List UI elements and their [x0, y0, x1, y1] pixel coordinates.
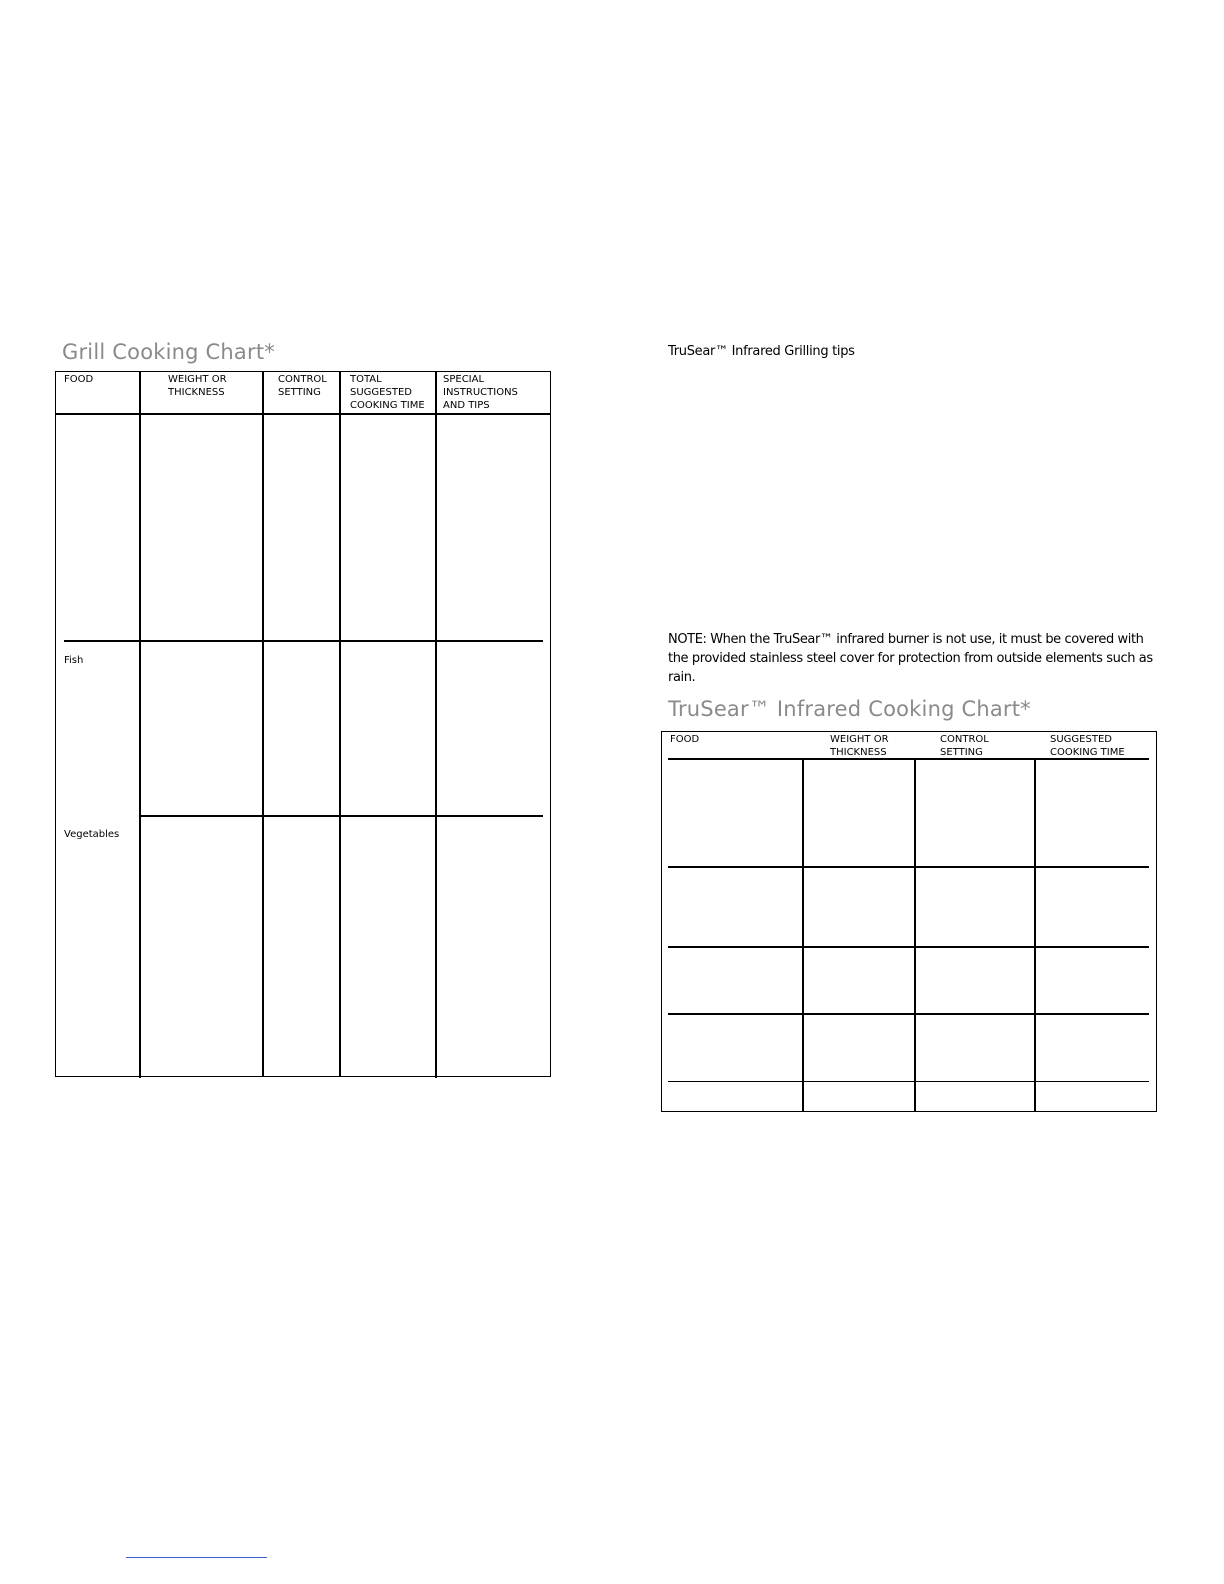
grill-header-weight: WEIGHT OR THICKNESS [168, 374, 227, 398]
grill-col-divider [435, 371, 437, 1078]
trusear-chart-title: TruSear™ Infrared Cooking Chart* [668, 697, 1031, 721]
grill-section-rule [64, 640, 543, 642]
grill-col-divider [339, 371, 341, 1077]
grill-col-divider [262, 371, 264, 1077]
grill-table-frame [55, 371, 551, 1077]
trusear-header-time: SUGGESTED COOKING TIME [1050, 734, 1125, 758]
trusear-header-weight: WEIGHT OR THICKNESS [830, 734, 889, 758]
trusear-row-rule [668, 866, 1149, 868]
trusear-col-divider [1034, 759, 1036, 1111]
grill-header-rule [55, 413, 551, 415]
grill-row-label-fish: Fish [64, 655, 84, 666]
link-underline [126, 1557, 267, 1558]
grill-header-time: TOTAL SUGGESTED COOKING TIME [350, 374, 425, 411]
grill-col-divider [139, 371, 141, 1078]
grill-header-food: FOOD [64, 374, 94, 385]
trusear-note: NOTE: When the TruSear™ infrared burner is not use, it must be covered with the provided stainless steel cover for protection from outside elements such as rain. [668, 632, 1153, 685]
grill-chart-title: Grill Cooking Chart* [62, 340, 275, 364]
grill-section-rule [140, 815, 543, 817]
trusear-row-rule [668, 1081, 1149, 1082]
trusear-row-rule [668, 1013, 1149, 1015]
grill-header-special: SPECIAL INSTRUCTIONS AND TIPS [443, 374, 518, 411]
trusear-header-food: FOOD [670, 734, 700, 745]
grill-row-label-vegetables: Vegetables [64, 829, 120, 840]
grill-header-control: CONTROL SETTING [278, 374, 327, 398]
trusear-col-divider [914, 759, 916, 1111]
trusear-table-frame [661, 731, 1157, 1112]
trusear-row-rule [668, 946, 1149, 948]
trusear-col-divider [802, 759, 804, 1111]
trusear-tips-title: TruSear™ Infrared Grilling tips [668, 344, 855, 359]
trusear-header-control: CONTROL SETTING [940, 734, 989, 758]
